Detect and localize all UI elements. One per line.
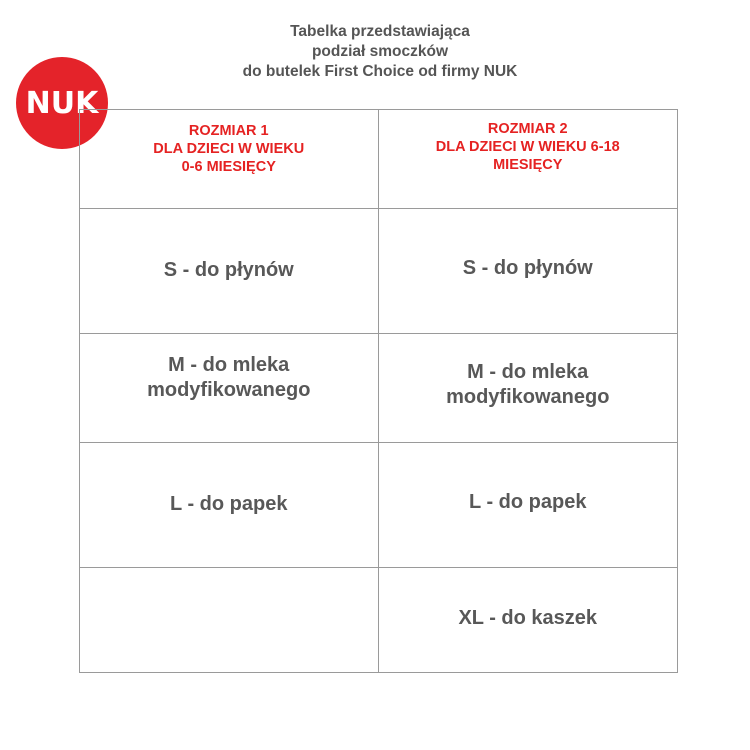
cell-size-1-empty <box>80 568 379 673</box>
table-row <box>80 208 677 333</box>
table-row <box>80 442 677 567</box>
title-line-3: do butelek First Choice od firmy NUK <box>242 63 518 80</box>
cell-text: L - do papek <box>469 490 587 513</box>
header-size-1-line-3: 0-6 MIESIĘCY <box>181 159 276 175</box>
cell-size-1-s <box>80 209 379 333</box>
cell-text: L - do papek <box>170 492 288 515</box>
table-row <box>80 567 677 673</box>
title-line-1: Tabelka przedstawiająca <box>290 23 470 40</box>
cell-size-2-xl <box>379 568 678 673</box>
cell-text: XL - do kaszek <box>458 607 598 629</box>
header-cell-size-2 <box>379 110 678 208</box>
header-size-1-line-2: DLA DZIECI W WIEKU <box>153 141 305 157</box>
table-header-row <box>80 110 677 208</box>
page-title <box>190 22 570 82</box>
table-row <box>80 333 677 442</box>
cell-text: modyfikowanego <box>147 379 311 401</box>
header-size-2-line-3: MIESIĘCY <box>493 157 563 173</box>
cell-text: modyfikowanego <box>446 386 610 408</box>
header-size-2-line-1: ROZMIAR 2 <box>487 121 568 137</box>
title-line-2: podział smoczków <box>311 43 449 60</box>
header-size-2-line-2: DLA DZIECI W WIEKU 6-18 <box>435 139 620 155</box>
nipple-size-table <box>79 109 678 673</box>
header-size-1-line-1: ROZMIAR 1 <box>188 123 269 139</box>
header-cell-size-1 <box>80 110 379 208</box>
cell-text: S - do płynów <box>163 258 294 281</box>
nuk-logo-text: NUK <box>25 85 99 121</box>
cell-text: M - do mleka <box>467 361 589 383</box>
cell-text: M - do mleka <box>168 354 290 376</box>
cell-text: S - do płynów <box>462 256 593 279</box>
cell-size-1-m <box>80 334 379 442</box>
cell-size-2-m <box>379 334 678 442</box>
cell-size-2-s <box>379 209 678 333</box>
cell-size-1-l <box>80 443 379 567</box>
cell-size-2-l <box>379 443 678 567</box>
